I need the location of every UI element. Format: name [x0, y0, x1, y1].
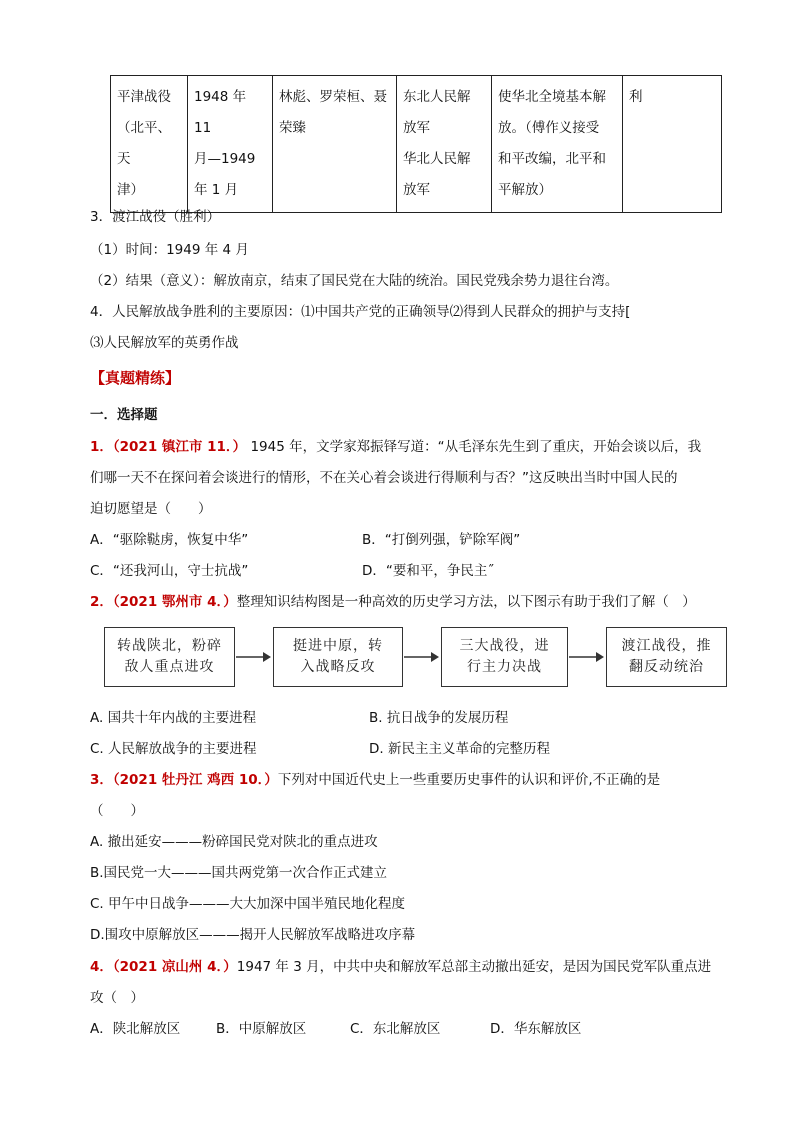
note-line: （1）时间：1949 年 4 月 — [90, 242, 249, 258]
option-b: B．“打倒列强，铲除军阀” — [362, 532, 521, 548]
question-source: 4．（2021 凉山州 4．） — [90, 959, 237, 975]
flow-text: 行主力决战 — [467, 659, 542, 675]
note-line: ⑶人民解放军的英勇作战 — [90, 335, 239, 351]
cell-text: 使华北全境基本解 — [498, 89, 606, 105]
option-a: A. 撤出延安———粉碎国民党对陕北的重点进攻 — [90, 834, 378, 850]
question-2 — [90, 592, 696, 612]
cell-text: 平解放） — [498, 182, 552, 198]
question-text: 攻（ ） — [90, 990, 144, 1006]
battle-table — [110, 75, 722, 213]
option-b: B.国民党一大———国共两党第一次合作正式建立 — [90, 865, 388, 881]
answer-paren: （ ） — [90, 803, 144, 819]
cell-text: 荣臻 — [279, 120, 306, 136]
cell-text: 利 — [629, 89, 643, 105]
cell-text: 放军 — [403, 182, 430, 198]
flow-text: 敌人重点进攻 — [124, 659, 215, 675]
arrow-right-icon — [404, 650, 440, 664]
option-d: D．华东解放区 — [490, 1021, 582, 1037]
table-cell-outcome — [623, 76, 722, 213]
cell-text: 月—1949 — [194, 151, 256, 167]
table-cell-time — [188, 76, 273, 213]
question-text: 1947 年 3 月，中共中央和解放军总部主动撤出延安，是因为国民党军队重点进 — [236, 959, 712, 975]
cell-text: 华北人民解 — [403, 151, 471, 167]
note-line: 3．渡江战役（胜利） — [90, 209, 221, 225]
table-cell-result — [492, 76, 623, 213]
flow-text: 三大战役，进 — [459, 638, 550, 654]
note-line: 4．人民解放战争胜利的主要原因：⑴中国共产党的正确领导⑵得到人民群众的拥护与支持[ — [90, 304, 631, 320]
option-c: C. 甲午中日战争———大大加深中国半殖民地化程度 — [90, 896, 406, 912]
cell-text: 东北人民解 — [403, 89, 471, 105]
table-row — [111, 76, 722, 213]
flow-box-3 — [441, 627, 568, 687]
cell-text: 放军 — [403, 120, 430, 136]
question-text: 们哪一天不在探问着会谈进行的情形，不在关心着会谈进行得顺利与否？”这反映出当时中国人民的 — [90, 470, 678, 486]
cell-text: （北平、天 — [117, 120, 171, 167]
arrow-right-icon — [569, 650, 605, 664]
option-d: D．“要和平，争民主˝ — [362, 563, 495, 579]
table-cell-forces — [397, 76, 492, 213]
cell-text: 津） — [117, 182, 144, 198]
flow-box-2 — [273, 627, 403, 687]
flow-text: 渡江战役，推 — [621, 638, 712, 654]
option-c: C. 人民解放战争的主要进程 — [90, 741, 257, 757]
flow-box-4 — [606, 627, 727, 687]
cell-text: 林彪、罗荣桓、聂 — [279, 89, 387, 105]
flow-text: 挺进中原，转 — [293, 638, 383, 654]
cell-text: 和平改编，北平和 — [498, 151, 606, 167]
question-text: 下列对中国近代史上一些重要历史事件的认识和评价,不正确的是 — [277, 772, 661, 788]
option-a: A．陕北解放区 — [90, 1021, 181, 1037]
question-text: 整理知识结构图是一种高效的历史学习方法，以下图示有助于我们了解（ ） — [236, 594, 696, 610]
flow-text: 翻反动统治 — [629, 659, 704, 675]
table-cell-battle — [111, 76, 188, 213]
cell-text: 年 1 月 — [194, 182, 239, 198]
option-c: C．东北解放区 — [350, 1021, 441, 1037]
question-1 — [90, 437, 701, 457]
question-3 — [90, 770, 660, 790]
flow-box-1 — [104, 627, 235, 687]
question-source: 3．（2021 牡丹江 鸡西 10．） — [90, 772, 278, 788]
option-a: A．“驱除鞑虏，恢复中华” — [90, 532, 249, 548]
flow-text: 转战陕北，粉碎 — [117, 638, 222, 654]
question-source: 2．（2021 鄂州市 4．） — [90, 594, 237, 610]
cell-text: 1948 年 11 — [194, 89, 247, 136]
option-d: D. 新民主主义革命的完整历程 — [369, 741, 550, 757]
question-4 — [90, 957, 711, 977]
flow-text: 入战略反攻 — [300, 659, 376, 675]
option-b: B．中原解放区 — [216, 1021, 307, 1037]
subsection-title: 一．选择题 — [90, 407, 158, 423]
section-title: 【真题精练】 — [90, 369, 181, 387]
table-cell-commanders — [273, 76, 397, 213]
option-d: D.围攻中原解放区———揭开人民解放军战略进攻序幕 — [90, 927, 416, 943]
question-text: 迫切愿望是（ ） — [90, 501, 212, 517]
cell-text: 放。（傅作义接受 — [498, 120, 600, 136]
option-c: C．“还我河山，守士抗战” — [90, 563, 249, 579]
cell-text: 平津战役 — [117, 89, 171, 105]
note-line: （2）结果（意义）：解放南京，结束了国民党在大陆的统治。国民党残余势力退往台湾。 — [90, 273, 619, 289]
question-source: 1．（2021 镇江市 11．） — [90, 439, 247, 455]
option-b: B. 抗日战争的发展历程 — [369, 710, 509, 726]
arrow-right-icon — [236, 650, 272, 664]
option-a: A. 国共十年内战的主要进程 — [90, 710, 257, 726]
question-text: 1945 年，文学家郑振铎写道：“从毛泽东先生到了重庆，开始会谈以后，我 — [246, 439, 702, 455]
